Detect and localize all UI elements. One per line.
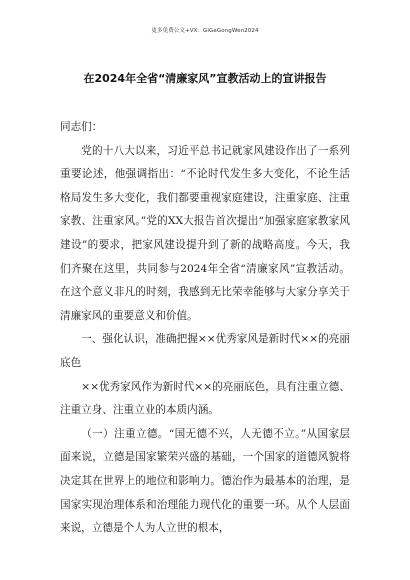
paragraph-intro: 党的十八大以来，习近平总书记就家风建设作出了一系列重要论述，他强调指出：“不论时代发生多大变化，不论生活格局发生多大变化，我们都要重视家庭建设，注重家庭、注重家教、注重家风。”党的XX大报告首次提出“加强家庭家教家风建设”的要求，把家风建设提升到了新的战略高度。今天，我们齐聚在这里，共同参与2024年全省“清廉家风”宣教活动。在这个意义非凡的时刻，我感到无比荣幸能够与大家分享关于清廉家风的重要意义和价值。: [60, 144, 350, 322]
document-body: [60, 116, 350, 541]
paragraph-section-1: ××优秀家风作为新时代××的亮丽底色，具有注重立德、注重立身、注重立业的本质内涵。: [60, 380, 350, 417]
section-heading-1: 一、强化认识，准确把握××优秀家风是新时代××的亮丽底色: [60, 333, 350, 369]
header-note: 更多免费公文+VX：GiGeGongWen2024: [151, 28, 259, 34]
salutation: 同志们：: [60, 121, 103, 133]
paragraph-subsection-1: （一）注重立德。“国无德不兴，人无德不立。”从国家层面来说，立德是国家繁荣兴盛的基础，一个国家的道德风貌将决定其在世界上的地位和影响力。德治作为最基本的治理，是国家实现治理体系和治理能力现代化的重要一环。从个人层面来说，立德是个人为人立世的根本，: [60, 427, 350, 535]
document-title: 在2024年全省“清廉家风”宣教活动上的宣讲报告: [83, 72, 327, 85]
